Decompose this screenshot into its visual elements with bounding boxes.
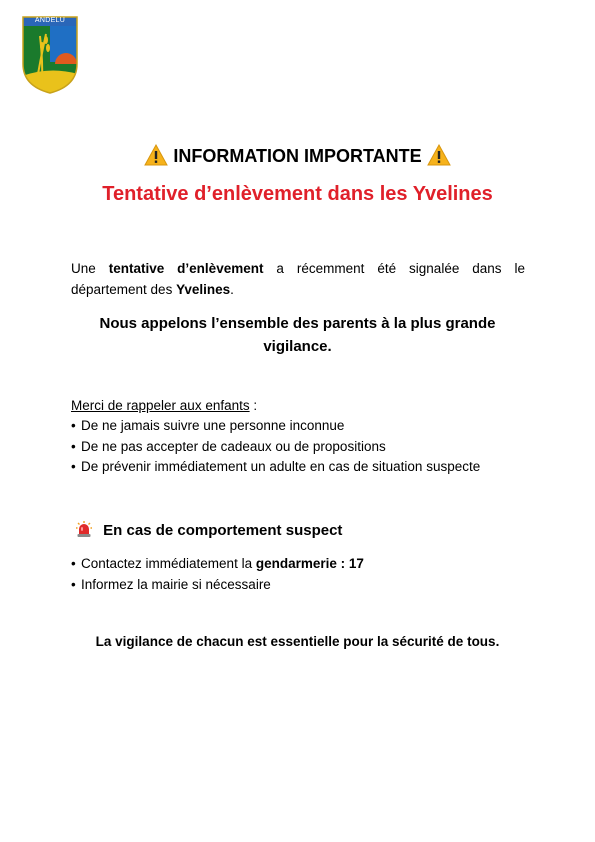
list-item — [71, 575, 364, 596]
warning-icon — [427, 144, 451, 166]
list-item — [71, 554, 364, 575]
subtitle: Tentative d’enlèvement dans les Yvelines — [102, 183, 493, 205]
bullet: • — [71, 576, 76, 592]
reminders-title-suffix: : — [249, 398, 258, 413]
closing-statement: La vigilance de chacun est essentielle pour la sécurité de tous. — [95, 634, 500, 649]
reminders-title — [71, 396, 257, 416]
page-title-text: INFORMATION IMPORTANTE — [173, 146, 422, 166]
intro-bold-region: Yvelines — [176, 282, 231, 297]
intro-paragraph — [71, 258, 525, 300]
page-title — [0, 144, 595, 167]
bullet: • — [71, 418, 76, 433]
list-item — [71, 437, 480, 458]
list-item-text: De prévenir immédiatement un adulte en cas de situation suspecte — [81, 459, 481, 474]
warning-icon — [144, 144, 168, 166]
reminders-list — [71, 416, 480, 478]
list-item-text: Informez la mairie si nécessaire — [81, 576, 271, 592]
andelu-crest-icon — [22, 16, 78, 94]
siren-icon — [75, 520, 93, 538]
intro-text: a récemment été signalée dans le département des — [71, 261, 525, 297]
suspect-heading — [75, 520, 342, 539]
intro-text: Une — [71, 261, 109, 276]
list-item-text: De ne pas accepter de cadeaux ou de propositions — [81, 438, 386, 454]
gendarmerie-number: gendarmerie : 17 — [255, 556, 364, 571]
list-item — [71, 457, 480, 478]
bullet: • — [71, 438, 76, 454]
crest-label: ANDELU — [34, 17, 66, 24]
list-item-text: De ne jamais suivre une personne inconnue — [81, 418, 345, 433]
intro-bold-attempt: tentative d’enlèvement — [108, 261, 264, 276]
reminders-title-text: Merci de rappeler aux enfants — [71, 398, 250, 413]
list-item-text: Contactez immédiatement la — [81, 556, 256, 571]
list-item — [71, 416, 480, 437]
bullet: • — [71, 556, 76, 571]
suspect-heading-text: En cas de comportement suspect — [103, 522, 343, 539]
intro-text: . — [230, 282, 234, 297]
suspect-list — [71, 554, 364, 595]
bullet: • — [71, 459, 76, 474]
parents-callout: Nous appelons l’ensemble des parents à la plus grande vigilance. — [99, 315, 496, 355]
